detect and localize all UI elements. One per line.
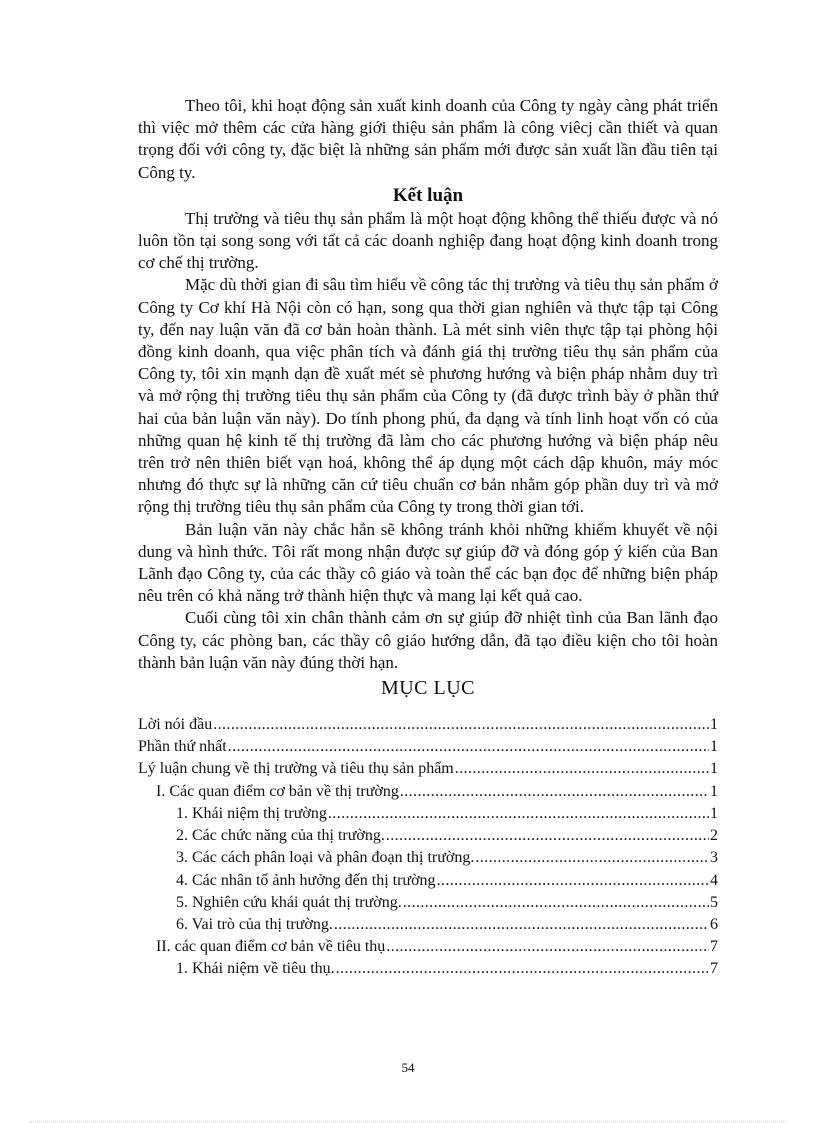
toc-entry xyxy=(138,870,718,892)
toc-entry-page: 1 xyxy=(710,804,718,822)
toc-leader-dots xyxy=(213,714,709,736)
conclusion-heading: Kết luận xyxy=(392,184,464,206)
toc-leader-dots xyxy=(455,758,709,780)
toc-entry-text: Lời nói đầu xyxy=(138,716,213,734)
toc-leader-dots xyxy=(437,870,709,892)
toc-entry-text: 1. Khái niệm về tiêu thụ. xyxy=(176,960,335,978)
toc-entry-text: Lý luận chung về thị trường và tiêu thụ sản phẩm xyxy=(138,760,454,778)
toc-entry-page: 7 xyxy=(710,960,718,978)
toc-leader-dots xyxy=(386,825,709,847)
toc-entry xyxy=(138,825,718,847)
toc-entry-text: 4. Các nhân tố ảnh hưởng đến thị trường xyxy=(176,871,436,889)
page-number: 54 xyxy=(401,1060,415,1075)
toc-entry xyxy=(138,714,718,736)
toc-leader-dots xyxy=(334,914,709,936)
toc-entry xyxy=(138,781,718,803)
table-of-contents xyxy=(138,714,718,980)
conclusion-paragraph-3: Bản luận văn này chắc hẳn sẽ không tránh khỏi những khiếm khuyết về nội dung và hình thức. Tôi rất mong nhận được sự giúp đỡ và đóng góp ý kiến của Ban Lãnh đạo Công ty, của các thầy cô giáo và toàn thể các bạn đọc để những biện pháp nêu trên có khả năng trở thành hiện thực và mang lại kết quả cao. xyxy=(138,519,718,606)
toc-leader-dots xyxy=(228,736,709,758)
toc-entry xyxy=(138,758,718,780)
toc-entry-page: 5 xyxy=(710,893,718,911)
toc-entry-page: 3 xyxy=(710,849,718,867)
toc-entry-page: 1 xyxy=(710,782,718,800)
toc-entry-text: 1. Khái niệm thị trường xyxy=(176,804,327,822)
toc-entry-text: 6. Vai trò của thị trường. xyxy=(176,915,333,933)
document-page xyxy=(138,95,718,981)
conclusion-paragraph-4: Cuối cùng tôi xin chân thành cảm ơn sự giúp đỡ nhiệt tình của Ban lãnh đạo Công ty, các phòng ban, các thầy cô giáo hướng dẫn, đã tạo điều kiện cho tôi hoàn thành bản luận văn này đúng thời hạn. xyxy=(138,608,718,672)
toc-entry-text: 5. Nghiên cứu khái quát thị trường. xyxy=(176,893,402,911)
toc-leader-dots xyxy=(336,958,709,980)
toc-entry-text: I. Các quan điểm cơ bản về thị trường xyxy=(156,782,399,800)
toc-entry xyxy=(138,914,718,936)
toc-entry xyxy=(138,892,718,914)
toc-entry-text: Phần thứ nhất xyxy=(138,738,227,756)
toc-entry xyxy=(138,936,718,958)
toc-entry xyxy=(138,847,718,869)
toc-entry-page: 1 xyxy=(710,738,718,756)
toc-leader-dots xyxy=(400,781,709,803)
toc-entry-page: 2 xyxy=(710,827,718,845)
toc-entry xyxy=(138,736,718,758)
toc-entry-page: 7 xyxy=(710,938,718,956)
toc-leader-dots xyxy=(403,892,709,914)
toc-entry-text: 2. Các chức năng của thị trường. xyxy=(176,827,385,845)
toc-entry-text: II. các quan điểm cơ bản về tiêu thụ xyxy=(156,938,386,956)
toc-entry xyxy=(138,958,718,980)
toc-leader-dots xyxy=(386,936,709,958)
toc-title: MỤC LỤC xyxy=(380,677,476,700)
page-bottom-divider xyxy=(30,1121,786,1122)
toc-entry-text: 3. Các cách phân loại và phân đoạn thị trường. xyxy=(176,849,475,867)
toc-entry-page: 1 xyxy=(710,716,718,734)
conclusion-paragraph-1: Thị trường và tiêu thụ sản phẩm là một hoạt động không thể thiếu được và nó luôn tồn tại song song với tất cả các doanh nghiệp đang hoạt động kinh doanh trong cơ chế thị trường. xyxy=(138,208,718,273)
conclusion-paragraph-2: Mặc dù thời gian đi sâu tìm hiểu về công tác thị trường và tiêu thụ sản phẩm ở Công ty Cơ khí Hà Nội còn có hạn, song qua thời gian nghiên và thực tập tại Công ty, đến nay luận văn đã cơ bản hoàn thành. Là mét sinh viên thực tập tại phòng hội đồng kinh doanh, qua việc phân tích và đánh giá thị trường tiêu thụ sản phẩm của Công ty, tôi xin mạnh dạn đề xuất mét sè phương hướng và biện pháp nhằm duy trì và mở rộng thị trường tiêu thụ sản phẩm của Công ty (đã được trình bày ở phần thứ hai của bản luận văn này). Do tính phong phú, đa dạng và tính linh hoạt vốn có của những quan hệ kinh tế thị trường đã làm cho các phương hướng và biện pháp nêu trên trở nên thiên biết vạn hoá, không thể áp dụng một cách dập khuôn, máy móc nhưng đó thực sự là những căn cứ tiêu chuẩn cơ bản nhằm góp phần duy trì và mở rộng thị trường tiêu thụ sản phẩm của Công ty trong thời gian tới. xyxy=(138,275,718,517)
intro-paragraph: Theo tôi, khi hoạt động sản xuất kinh doanh của Công ty ngày càng phát triển thì việc mở thêm các cửa hàng giới thiệu sản phẩm là công viêcj cần thiết và quan trọng đối với công ty, đặc biệt là những sản phẩm mới được sản xuất lần đầu tiên tại Công ty. xyxy=(138,96,718,182)
toc-entry-page: 4 xyxy=(710,871,718,889)
toc-entry-page: 1 xyxy=(710,760,718,778)
toc-entry xyxy=(138,803,718,825)
toc-entry-page: 6 xyxy=(710,915,718,933)
toc-leader-dots xyxy=(475,847,709,869)
toc-leader-dots xyxy=(328,803,709,825)
